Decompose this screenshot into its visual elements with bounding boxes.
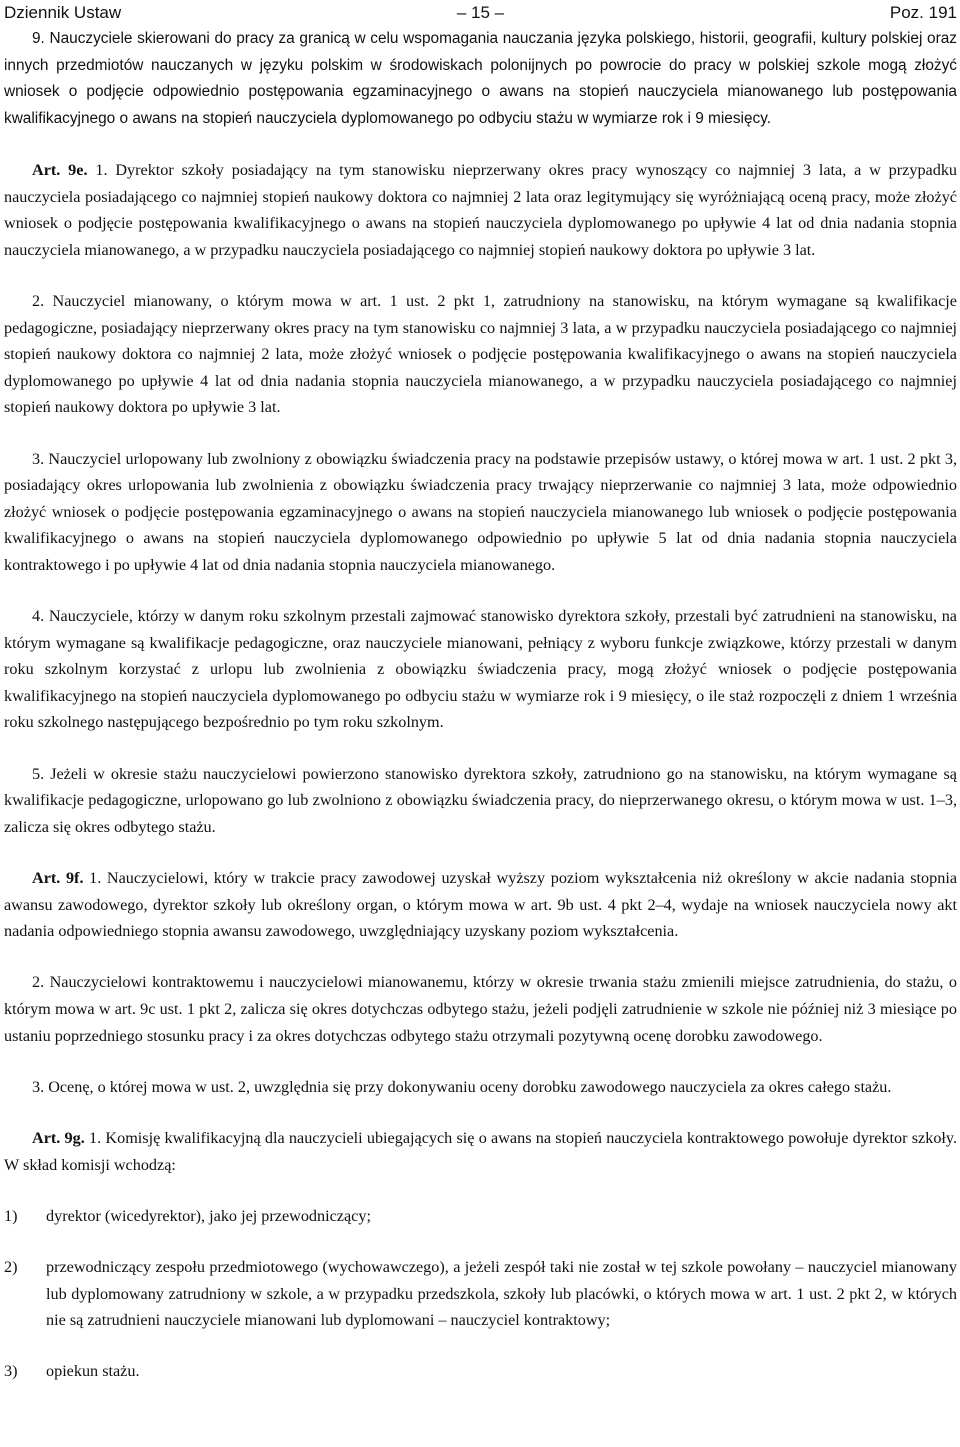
article-9g-label: Art. 9g. — [32, 1128, 85, 1147]
list-item-number: 3) — [4, 1362, 18, 1381]
article-9f-paragraph-1 — [4, 865, 957, 945]
article-9g-text-1: 1. Komisję kwalifikacyjną dla nauczycieli ubiegających się o awans na stopień nauczyciela kontraktowego powołuje dyrektor szkoły. W skład komisji wchodzą: — [4, 1128, 958, 1174]
document-body — [4, 26, 957, 1385]
position-number: Poz. 191 — [889, 3, 957, 22]
article-9e-paragraph-4: 4. Nauczyciele, którzy w danym roku szkolnym przestali zajmować stanowisko dyrektora szkoły, przestali być zatrudnieni na stanowisku, na którym wymagane są kwalifikacje pedagogiczne, oraz nauczyciele mianowani, pełniący z wyboru funkcje związkowe, którzy przestali w danym roku szkolnym korzystać z urlopu lub zwolnienia z obowiązku świadczenia pracy, mogą złożyć wniosek o podjęcie postępowania kwalifikacyjnego na stopień nauczyciela dyplomowanego po odbyciu stażu w wymiarze rok i 9 miesięcy, o ile staż rozpoczęli z dniem 1 września roku szkolnego następującego bezpośrednio po tym roku szkolnym. — [4, 607, 957, 732]
article-9e-paragraph-2: 2. Nauczyciel mianowany, o którym mowa w art. 1 ust. 2 pkt 1, zatrudniony na stanowisku, na którym wymagane są kwalifikacje pedagogiczne, posiadający nieprzerwany okres pracy na tym stanowisku co najmniej 3 lata, a w przypadku nauczyciela posiadającego co najmniej stopień naukowy doktora co najmniej 2 lata, może złożyć wniosek o podjęcie postępowania kwalifikacyjnego o awans na stopień nauczyciela dyplomowanego po upływie 4 lat od dnia nadania stopnia nauczyciela mianowanego, a w przypadku nauczyciela posiadającego co najmniej stopień naukowy doktora po upływie 3 lat. — [4, 291, 957, 417]
article-9f-paragraph-2: 2. Nauczycielowi kontraktowemu i nauczycielowi mianowanemu, którzy w okresie trwania stażu zmienili miejsce zatrudnienia, do stażu, o którym mowa w art. 9c ust. 1 pkt 2, zalicza się okres dotychczas odbytego stażu, jeżeli podjęli zatrudnienie w szkole nie później niż 3 miesiące po ustaniu poprzedniego stosunku pracy i za okres dotychczas odbytego stażu otrzymali pozytywną ocenę dorobku zawodowego. — [4, 973, 957, 1045]
article-9e-paragraph-3: 3. Nauczyciel urlopowany lub zwolniony z obowiązku świadczenia pracy na podstawie przepisów ustawy, o której mowa w art. 1 ust. 2 pkt 3, posiadający okres urlopowania lub zwolnienia z obowiązku świadczenia pracy trwający nieprzerwanie co najmniej 3 lata, może odpowiednio złożyć wniosek o podjęcie postępowania egzaminacyjnego o awans na stopień nauczyciela mianowanego lub wniosek o podjęcie postępowania kwalifikacyjnego o awans na stopień nauczyciela dyplomowanego odpowiednio po upływie 5 lat od dnia nadania stopnia nauczyciela kontraktowego i po upływie 4 lat od dnia nadania stopnia nauczyciela mianowanego. — [4, 449, 957, 574]
list-item-text: przewodniczący zespołu przedmiotowego (wychowawczego), a jeżeli zespół taki nie został w tej szkole powołany – nauczyciel mianowany lub dyplomowany zatrudniony w szkole, a w przypadku przedszkola, szkoły lub placówki, o których mowa w art. 1 ust. 2 pkt 2, w których nie są zatrudnieni nauczyciele mianowani lub dyplomowani – nauczyciel kontraktowy; — [46, 1257, 957, 1330]
article-9f-label: Art. 9f. — [32, 869, 84, 887]
list-item-number: 2) — [4, 1257, 18, 1276]
article-9e-text-1: 1. Dyrektor szkoły posiadający na tym stanowisku nieprzerwany okres pracy wynoszący co najmniej 3 lata, a w przypadku nauczyciela posiadającego co najmniej stopień naukowy doktora co najmniej 2 lata oraz legitymujący się wyróżniającą oceną pracy, może złożyć wniosek o podjęcie postępowania kwalifikacyjnego o awans na stopień nauczyciela dyplomowanego po upływie 4 lat od dnia nadania stopnia nauczyciela mianowanego, a w przypadku nauczyciela posiadającego co najmniej stopień naukowy doktora po upływie 3 lat. — [4, 160, 958, 259]
article-9e-paragraph-5: 5. Jeżeli w okresie stażu nauczycielowi powierzono stanowisko dyrektora szkoły, zatrudniono go na stanowisku, na którym wymagane są kwalifikacje pedagogiczne, urlopowano go lub zwolniono z obowiązku świadczenia pracy, do nieprzerwanego okresu, o którym mowa w ust. 1–3, zalicza się okres odbytego stażu. — [4, 764, 957, 836]
list-item — [4, 1358, 957, 1385]
page-header — [4, 0, 957, 26]
article-9e-paragraph-1 — [4, 157, 957, 263]
list-item-text: opiekun stażu. — [46, 1362, 140, 1381]
article-9e-label: Art. 9e. — [32, 160, 88, 179]
journal-title: Dziennik Ustaw — [4, 3, 122, 22]
article-9f-text-1: 1. Nauczycielowi, który w trakcie pracy zawodowej uzyskał wyższy poziom wykształcenia niż określony w akcie nadania stopnia awansu zawodowego, dyrektor szkoły lub określony organ, o którym mowa w art. 9b ust. 4 pkt 2–4, wydaje na wniosek nauczyciela nowy akt nadania odpowiedniego stopnia awansu zawodowego, uwzględniający uzyskany poziom wykształcenia. — [4, 869, 958, 941]
article-9f-paragraph-3: 3. Ocenę, o której mowa w ust. 2, uwzględnia się przy dokonywaniu oceny dorobku zawodowego nauczyciela za okres całego stażu. — [32, 1077, 892, 1096]
list-item-number: 1) — [4, 1206, 18, 1225]
paragraph-9: 9. Nauczyciele skierowani do pracy za granicą w celu wspomagania nauczania języka polskiego, historii, geografii, kultury polskiej oraz innych przedmiotów nauczanych w języku polskim w środowiskach polonijnych po powrocie do pracy w polskiej szkole mogą złożyć wniosek o podjęcie odpowiednio postępowania egzaminacyjnego o awans na stopień nauczyciela mianowanego lub postępowania kwalifikacyjnego o awans na stopień nauczyciela dyplomowanego po odbyciu stażu w wymiarze rok i 9 miesięcy. — [4, 30, 957, 127]
list-item — [4, 1203, 957, 1230]
list-item — [4, 1254, 957, 1334]
article-9g-paragraph-1 — [4, 1125, 957, 1178]
page-number: – 15 – — [456, 3, 505, 22]
list-item-text: dyrektor (wicedyrektor), jako jej przewodniczący; — [46, 1206, 371, 1225]
